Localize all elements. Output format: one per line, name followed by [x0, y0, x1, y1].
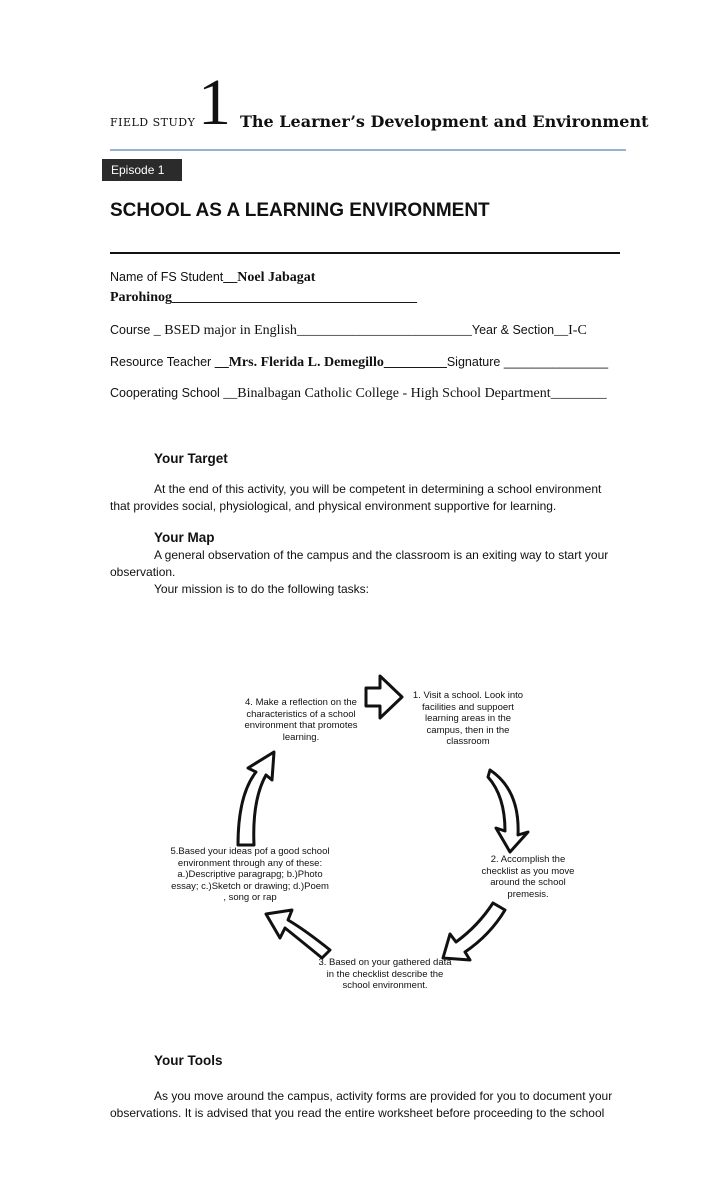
- field-study-number: 1: [198, 66, 231, 139]
- arrow-right-icon: [366, 676, 402, 718]
- map-heading: Your Map: [154, 530, 215, 545]
- student-name-row: [110, 270, 315, 286]
- target-heading: Your Target: [154, 451, 228, 466]
- student-name-value: __Noel Jabagat: [223, 270, 316, 285]
- cooperating-school-label: Cooperating School: [110, 386, 220, 400]
- cycle-step-4: 4. Make a reflection on the characteristics of a school environment that promotes learning.: [244, 697, 358, 743]
- resource-teacher-label: Resource Teacher: [110, 355, 212, 369]
- cycle-step-5: 5.Based your ideas pof a good school environment through any of these: a.)Descriptive paragrapg; b.)Photo essay; c.)Sketch or drawing; d.)Poem , song or rap: [170, 846, 330, 903]
- course-label: Course: [110, 323, 151, 337]
- course-row: [110, 323, 587, 339]
- arrow-up-icon: [238, 752, 274, 845]
- tools-paragraph: [110, 1088, 630, 1122]
- cycle-step-3: 3. Based on your gathered data in the checklist describe the school environment.: [318, 957, 452, 991]
- target-text-1: At the end of this activity, you will be competent in determining a school environment: [154, 482, 602, 496]
- resource-teacher-value: __Mrs. Flerida L. Demegillo_________: [214, 355, 447, 370]
- title-underline: [110, 252, 620, 254]
- cooperating-school-value: __Binalbagan Catholic College - High School Department________: [223, 386, 607, 401]
- teacher-row: [110, 355, 608, 371]
- school-row: [110, 386, 607, 402]
- document-title: The Learner’s Development and Environment: [240, 112, 649, 131]
- map-text-3: Your mission is to do the following tasks:: [154, 582, 369, 596]
- cycle-step-1: 1. Visit a school. Look into facilities and suppoert learning areas in the campus, then in the classroom: [412, 690, 524, 747]
- arrow-up-left-icon: [266, 910, 330, 958]
- page-title: SCHOOL AS A LEARNING ENVIRONMENT: [110, 200, 490, 221]
- tools-text-1: As you move around the campus, activity forms are provided for you to document your: [154, 1089, 613, 1103]
- field-study-label: FIELD STUDY: [110, 116, 196, 129]
- target-paragraph: [110, 481, 630, 515]
- cycle-step-2: 2. Accomplish the checklist as you move around the school premesis.: [481, 854, 575, 900]
- arrow-down-left-icon: [443, 903, 505, 960]
- header-divider: [110, 149, 626, 151]
- student-name-label: Name of FS Student: [110, 270, 224, 284]
- year-section-label: Year & Section: [471, 323, 555, 337]
- arrow-down-icon: [488, 770, 528, 852]
- map-text-1: A general observation of the campus and the classroom is an exiting way to start your: [154, 548, 609, 562]
- tools-text-2: observations. It is advised that you read the entire worksheet before proceeding to the school: [110, 1106, 605, 1120]
- target-text-2: that provides social, physiological, and physical environment supportive for learning.: [110, 499, 557, 513]
- map-text-2: observation.: [110, 565, 176, 579]
- map-paragraph: [110, 547, 630, 598]
- course-value: _ BSED major in English_________________________: [153, 323, 472, 338]
- signature-label: Signature: [446, 355, 501, 369]
- student-name-row-2: [110, 290, 417, 306]
- year-section-value: __I-C: [554, 323, 587, 338]
- student-surname-value: Parohinog___________________________________: [110, 290, 417, 305]
- signature-value: _______________: [503, 355, 609, 369]
- tools-heading: Your Tools: [154, 1053, 223, 1068]
- episode-badge: Episode 1: [102, 159, 182, 181]
